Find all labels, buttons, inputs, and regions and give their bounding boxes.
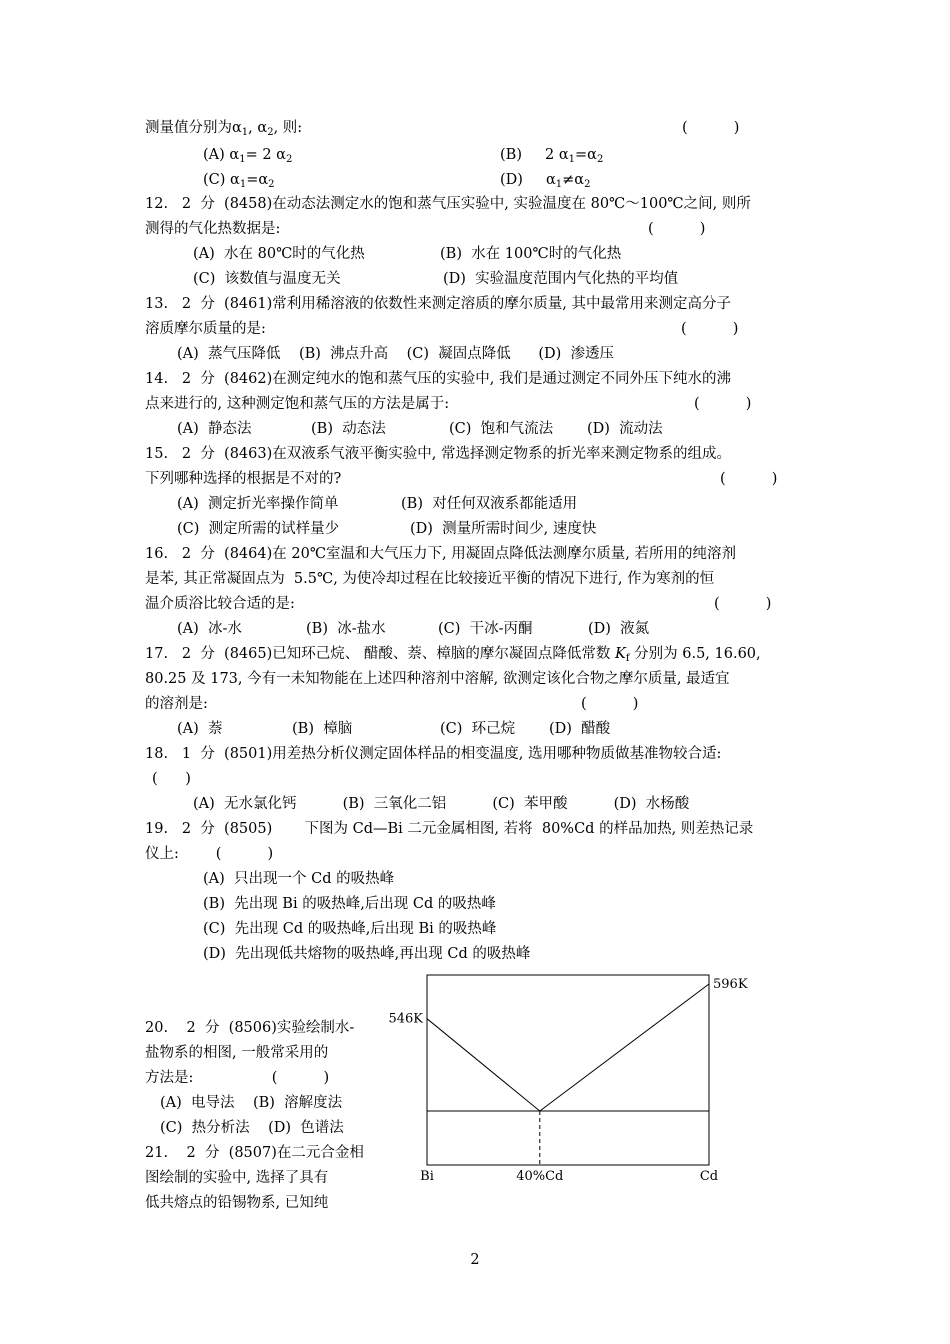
q19-stem-line1: 19. 2 分 (8505) 下图为 Cd—Bi 二元金属相图, 若将 80%Cd 的样品加热, 则差热记录 (145, 821, 754, 837)
q20-options-ab[interactable]: (A) 电导法 (B) 溶解度法 (160, 1095, 343, 1111)
q16-option-a[interactable]: (A) 冰-水 (177, 621, 242, 637)
q14-stem-line2: 点来进行的, 这种测定饱和蒸气压的方法是属于: (145, 396, 450, 412)
q16-option-d[interactable]: (D) 液氮 (588, 621, 650, 637)
q11-option-c[interactable]: (C) $\alpha_1=\alpha_2$ (203, 172, 275, 190)
q21-stem-line3: 低共熔点的铅锡物系, 已知纯 (145, 1195, 329, 1211)
q20-stem-line2: 盐物系的相图, 一般常采用的 (145, 1045, 329, 1061)
q15-stem-line1: 15. 2 分 (8463)在双液系气液平衡实验中, 常选择测定物系的折光率来测定物系的组成。 (145, 446, 731, 462)
q16-option-c[interactable]: (C) 干冰-丙酮 (438, 621, 533, 637)
q20-stem-line3: 方法是: ( ) (145, 1070, 330, 1086)
q15-option-c[interactable]: (C) 测定所需的试样量少 (177, 521, 340, 537)
q17-stem-line1: 17. 2 分 (8465)已知环己烷、 醋酸、萘、樟脑的摩尔凝固点降低常数 $K_f$ 分别为 6.5, 16.60, (145, 646, 761, 664)
q20-options-cd[interactable]: (C) 热分析法 (D) 色谱法 (160, 1120, 344, 1136)
cd-bi-phase-diagram (385, 968, 755, 1188)
q17-answer-paren[interactable]: ( ) (581, 696, 639, 712)
q11-option-d[interactable]: (D) $\alpha_1\ne\alpha_2$ (500, 172, 591, 190)
q19-option-d[interactable]: (D) 先出现低共熔物的吸热峰,再出现 Cd 的吸热峰 (203, 946, 531, 962)
q11-answer-paren[interactable]: ( ) (682, 120, 740, 136)
q17-option-a[interactable]: (A) 萘 (177, 721, 223, 737)
q16-stem-line2: 是苯, 其正常凝固点为 5.5℃, 为使冷却过程在比较接近平衡的情况下进行, 作为寒剂的恒 (145, 571, 715, 587)
q12-option-a[interactable]: (A) 水在 80℃时的气化热 (193, 246, 365, 262)
q14-option-b[interactable]: (B) 动态法 (311, 421, 386, 437)
liquidus-line-left (427, 1019, 540, 1111)
diagram-frame (427, 975, 709, 1165)
q16-answer-paren[interactable]: ( ) (714, 596, 772, 612)
q13-stem-line1: 13. 2 分 (8461)常利用稀溶液的依数性来测定溶质的摩尔质量, 其中最常用来测定高分子 (145, 296, 731, 312)
q15-option-b[interactable]: (B) 对任何双液系都能适用 (401, 496, 578, 512)
q14-answer-paren[interactable]: ( ) (694, 396, 752, 412)
q12-stem-line1: 12. 2 分 (8458)在动态法测定水的饱和蒸气压实验中, 实验温度在 80℃～100℃之间, 则所 (145, 196, 751, 212)
q12-option-d[interactable]: (D) 实验温度范围内气化热的平均值 (443, 271, 679, 287)
q13-stem-line2: 溶质摩尔质量的是: (145, 321, 266, 337)
q12-stem-line2: 测得的气化热数据是: (145, 221, 281, 237)
q18-stem-line1: 18. 1 分 (8501)用差热分析仪测定固体样品的相变温度, 选用哪种物质做基准物较合适: (145, 746, 722, 762)
q11-option-a[interactable]: (A) $\alpha_1= 2$ $\alpha_2$ (203, 147, 293, 165)
liquidus-line-right (540, 984, 709, 1111)
q21-stem-line1: 21. 2 分 (8507)在二元合金相 (145, 1145, 364, 1161)
q12-answer-paren[interactable]: ( ) (648, 221, 706, 237)
q17-option-d[interactable]: (D) 醋酸 (549, 721, 611, 737)
q13-options[interactable]: (A) 蒸气压降低 (B) 沸点升高 (C) 凝固点降低 (D) 渗透压 (177, 346, 615, 362)
label-40-cd: 40%Cd (516, 1169, 564, 1184)
label-596k: 596K (713, 977, 748, 992)
q14-option-d[interactable]: (D) 流动法 (587, 421, 663, 437)
q19-option-b[interactable]: (B) 先出现 Bi 的吸热峰,后出现 Cd 的吸热峰 (203, 896, 496, 912)
q18-answer-paren[interactable]: ( ) (152, 771, 191, 787)
label-cd: Cd (699, 1169, 719, 1184)
q17-option-b[interactable]: (B) 樟脑 (292, 721, 353, 737)
q14-option-c[interactable]: (C) 饱和气流法 (449, 421, 554, 437)
q15-option-a[interactable]: (A) 测定折光率操作简单 (177, 496, 339, 512)
q17-option-c[interactable]: (C) 环己烷 (440, 721, 516, 737)
q19-stem-line2: 仪上: ( ) (145, 846, 274, 862)
q19-option-c[interactable]: (C) 先出现 Cd 的吸热峰,后出现 Bi 的吸热峰 (203, 921, 497, 937)
q11-option-b[interactable]: (B) 2 $\alpha_1=\alpha_2$ (500, 147, 604, 165)
q12-option-c[interactable]: (C) 该数值与温度无关 (193, 271, 341, 287)
q14-stem-line1: 14. 2 分 (8462)在测定纯水的饱和蒸气压的实验中, 我们是通过测定不同外压下纯水的沸 (145, 371, 731, 387)
q15-answer-paren[interactable]: ( ) (720, 471, 778, 487)
label-546k: 546K (388, 1011, 423, 1027)
q16-stem-line3: 温介质浴比较合适的是: (145, 596, 295, 612)
q13-answer-paren[interactable]: ( ) (681, 321, 739, 337)
q21-stem-line2: 图绘制的实验中, 选择了具有 (145, 1170, 329, 1186)
q14-option-a[interactable]: (A) 静态法 (177, 421, 252, 437)
q18-options[interactable]: (A) 无水氯化钙 (B) 三氧化二铝 (C) 苯甲酸 (D) 水杨酸 (193, 796, 690, 812)
label-bi: Bi (420, 1169, 434, 1184)
q16-option-b[interactable]: (B) 冰-盐水 (306, 621, 386, 637)
q11-stem-tail: 测量值分别为$\alpha_1$, $\alpha_2$, 则: (145, 120, 303, 138)
q15-option-d[interactable]: (D) 测量所需时间少, 速度快 (410, 521, 597, 537)
q17-stem-line3: 的溶剂是: (145, 696, 208, 712)
q16-stem-line1: 16. 2 分 (8464)在 20℃室温和大气压力下, 用凝固点降低法测摩尔质量, 若所用的纯溶剂 (145, 546, 736, 562)
q19-option-a[interactable]: (A) 只出现一个 Cd 的吸热峰 (203, 871, 395, 887)
q20-stem-line1: 20. 2 分 (8506)实验绘制水- (145, 1020, 355, 1036)
q15-stem-line2: 下列哪种选择的根据是不对的? (145, 471, 342, 487)
page-number: 2 (470, 1252, 480, 1268)
q17-stem-line2: 80.25 及 173, 今有一未知物能在上述四种溶剂中溶解, 欲测定该化合物之摩尔质量, 最适宜 (145, 671, 730, 687)
q12-option-b[interactable]: (B) 水在 100℃时的气化热 (440, 246, 622, 262)
